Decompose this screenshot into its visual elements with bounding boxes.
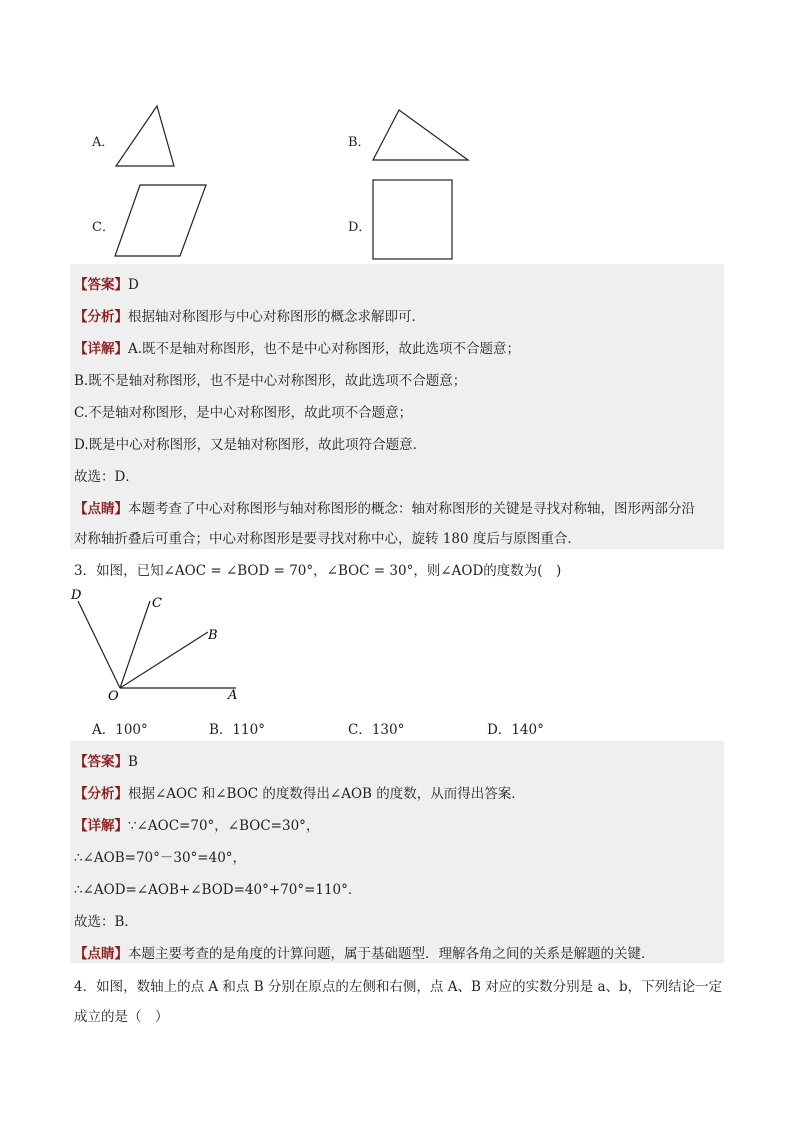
q2-comment-line2: 对称轴折叠后可重合；中心对称图形是要寻找对称中心，旋转 180 度后与原图重合． <box>74 531 581 547</box>
q2-detail-b: B.既不是轴对称图形，也不是中心对称图形，故此选项不合题意； <box>74 373 467 389</box>
q3-detail-2: ∴∠AOB=70°－30°=40°， <box>74 850 247 866</box>
q3-option-d: D．140° <box>487 722 544 738</box>
q3-angle-diagram <box>60 585 260 705</box>
option-b-triangle <box>368 105 474 165</box>
label-d: D <box>71 588 82 603</box>
label-o: O <box>108 689 119 704</box>
option-a-triangle <box>110 100 180 170</box>
option-c-label: C． <box>92 220 115 235</box>
label-a: A <box>228 688 238 703</box>
q2-choice: 故选：D． <box>74 469 139 485</box>
q2-detail-c: C.不是轴对称图形，是中心对称图形，故此项不合题意； <box>74 405 413 421</box>
q3-choice: 故选：B． <box>74 914 138 930</box>
option-d-square <box>368 176 458 264</box>
q3-detail-1: 【详解】∵∠AOC=70°，∠BOC=30°， <box>74 818 320 834</box>
q2-analysis: 【分析】根据轴对称图形与中心对称图形的概念求解即可． <box>74 309 425 325</box>
ray-od <box>78 601 120 688</box>
q3-option-c: C．130° <box>348 722 405 738</box>
option-b-label: B． <box>348 135 371 150</box>
option-a-label: A． <box>92 135 115 150</box>
ray-ob <box>120 632 208 688</box>
q2-answer: 【答案】D <box>74 277 139 293</box>
q3-option-b: B．110° <box>209 722 265 738</box>
option-d-label: D． <box>348 220 372 235</box>
q3-detail-3: ∴∠AOD=∠AOB+∠BOD=40°+70°=110°． <box>74 882 362 898</box>
q2-detail-d: D.既是中心对称图形，又是轴对称图形，故此项符合题意． <box>74 437 427 453</box>
q3-analysis: 【分析】根据∠AOC 和∠BOC 的度数得出∠AOB 的度数，从而得出答案． <box>74 786 525 802</box>
q3-option-a: A．100° <box>92 722 148 738</box>
q3-comment: 【点睛】本题主要考查的是角度的计算问题，属于基础题型．理解各角之间的关系是解题的关键． <box>74 946 655 962</box>
q3-question: 3．如图，已知∠AOC = ∠BOD = 70°，∠BOC = 30°，则∠AOD的度数为( ) <box>74 563 562 579</box>
label-c: C <box>152 596 162 611</box>
ray-oc <box>120 601 150 688</box>
q4-question-line1: 4．如图，数轴上的点 A 和点 B 分别在原点的左侧和右侧，点 A、B 对应的实数分别是 a、b，下列结论一定 <box>74 979 723 995</box>
option-c-parallelogram <box>110 180 212 262</box>
q2-detail-a: 【详解】A.既不是轴对称图形，也不是中心对称图形，故此选项不合题意； <box>74 341 521 357</box>
q4-question-line2: 成立的是（ ） <box>74 1009 169 1025</box>
q3-answer: 【答案】B <box>74 754 138 770</box>
q2-comment-line1: 【点睛】本题考查了中心对称图形与轴对称图形的概念：轴对称图形的关键是寻找对称轴，图形两部分沿 <box>74 501 695 517</box>
label-b: B <box>208 628 218 643</box>
